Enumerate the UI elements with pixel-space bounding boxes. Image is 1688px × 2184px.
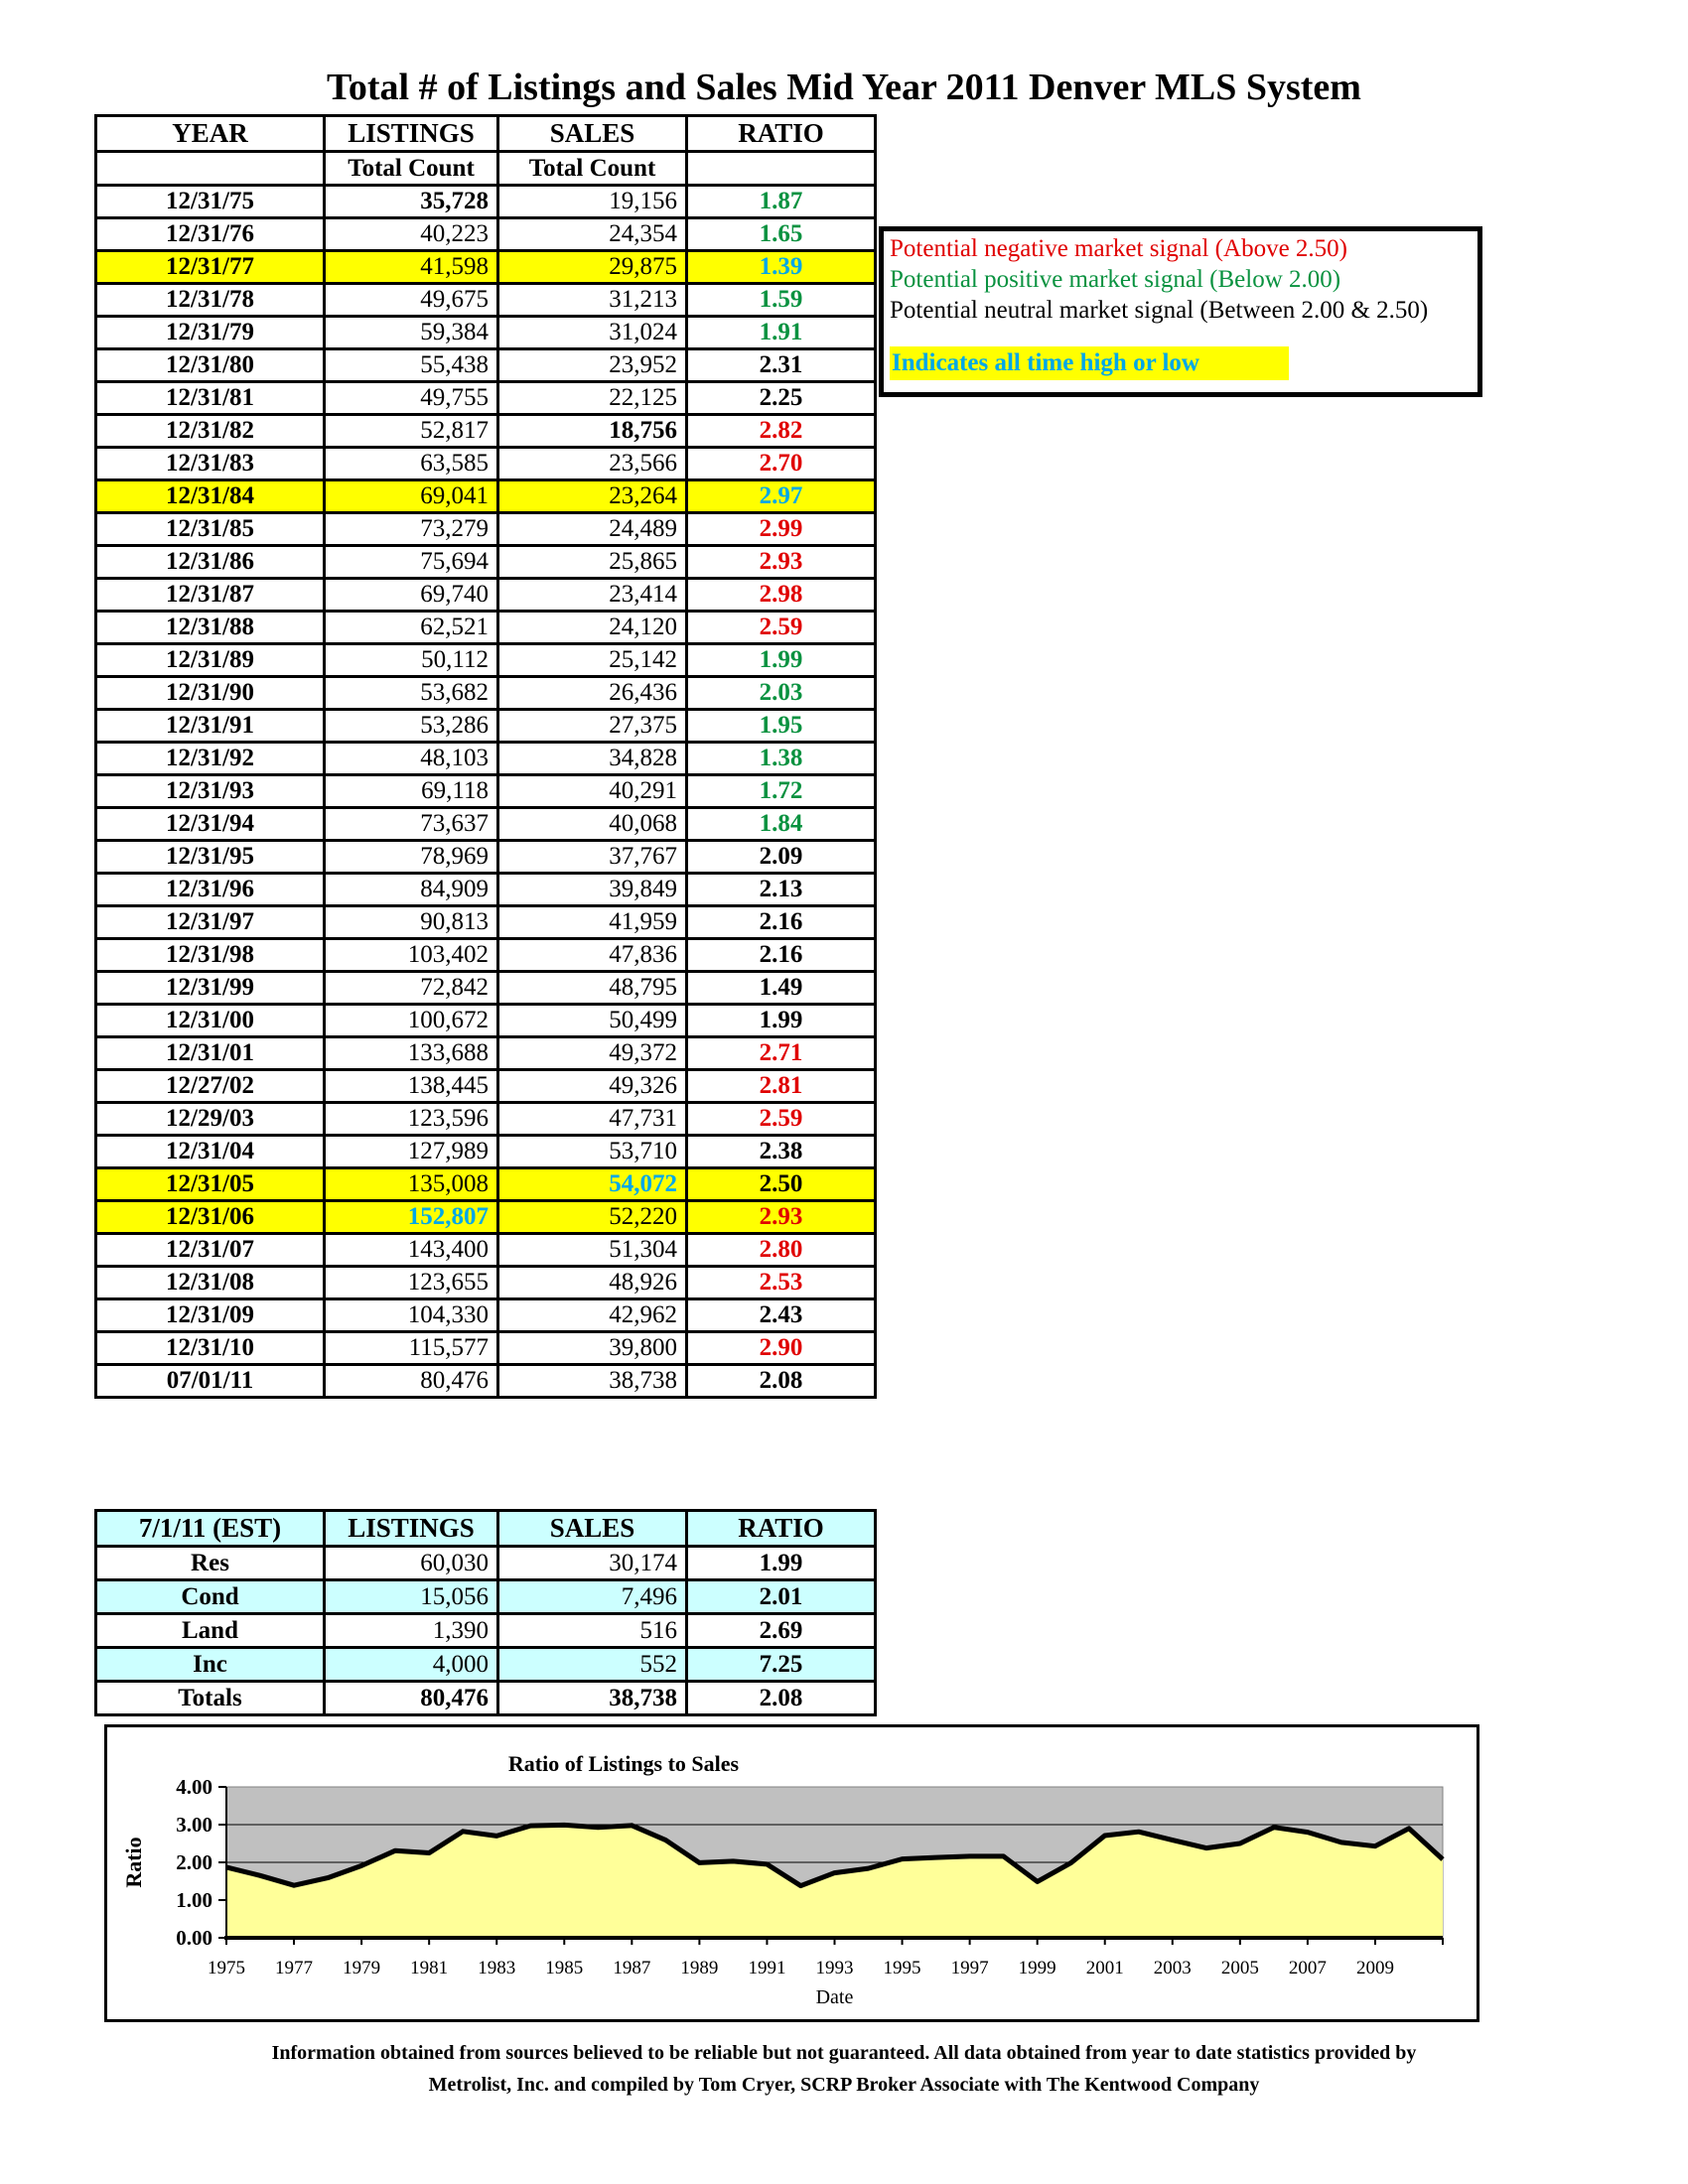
history-row (96, 1005, 876, 1037)
ratio-cell: 1.84 (687, 808, 876, 841)
year-cell: 12/31/08 (96, 1267, 325, 1299)
year-cell: 12/31/81 (96, 382, 325, 415)
x-tick-label: 1977 (275, 1958, 314, 1979)
listings-cell: 72,842 (325, 972, 498, 1005)
history-row (96, 251, 876, 284)
legend-highlight-note: Indicates all time high or low (890, 346, 1289, 380)
listings-cell: 41,598 (325, 251, 498, 284)
category-cell: Inc (96, 1648, 325, 1682)
year-cell: 12/31/79 (96, 317, 325, 349)
year-cell: 12/31/95 (96, 841, 325, 874)
col-header-year: YEAR (96, 116, 325, 152)
history-row (96, 775, 876, 808)
chart-title: Ratio of Listings to Sales (507, 1751, 740, 1776)
listings-cell: 84,909 (325, 874, 498, 906)
ratio-chart (104, 1724, 1479, 2022)
ratio-cell: 2.98 (687, 579, 876, 612)
year-cell: 12/31/93 (96, 775, 325, 808)
x-tick-label: 1985 (545, 1958, 584, 1979)
ratio-cell: 2.59 (687, 1103, 876, 1136)
listings-cell: 49,675 (325, 284, 498, 317)
history-row (96, 415, 876, 448)
history-row (96, 841, 876, 874)
sales-cell: 37,767 (498, 841, 687, 874)
listings-cell: 152,807 (325, 1201, 498, 1234)
year-cell: 12/31/76 (96, 218, 325, 251)
subheader-year-empty (96, 152, 325, 186)
ratio-cell: 1.95 (687, 710, 876, 743)
history-row (96, 480, 876, 513)
ratio-cell: 2.43 (687, 1299, 876, 1332)
sales-cell: 19,156 (498, 186, 687, 218)
history-row (96, 1267, 876, 1299)
year-cell: 12/31/75 (96, 186, 325, 218)
ratio-cell: 1.99 (687, 644, 876, 677)
history-row (96, 186, 876, 218)
subheader-sales-total-count: Total Count (498, 152, 687, 186)
sales-cell: 38,738 (498, 1365, 687, 1398)
category-cell: Land (96, 1614, 325, 1648)
listings-cell: 90,813 (325, 906, 498, 939)
listings-cell: 135,008 (325, 1168, 498, 1201)
sales-cell: 49,372 (498, 1037, 687, 1070)
history-header-row (96, 116, 876, 152)
x-tick-label: 1981 (410, 1958, 449, 1979)
sales-cell: 48,795 (498, 972, 687, 1005)
sales-cell: 26,436 (498, 677, 687, 710)
history-row (96, 906, 876, 939)
sales-cell: 29,875 (498, 251, 687, 284)
x-tick-label: 2003 (1153, 1958, 1192, 1979)
year-cell: 12/31/09 (96, 1299, 325, 1332)
legend-box (879, 226, 1482, 397)
ratio-cell: 2.99 (687, 513, 876, 546)
history-table (94, 114, 877, 1399)
sales-cell: 48,926 (498, 1267, 687, 1299)
history-row (96, 710, 876, 743)
history-row (96, 677, 876, 710)
summary-row (96, 1614, 876, 1648)
listings-cell: 115,577 (325, 1332, 498, 1365)
listings-cell: 15,056 (325, 1580, 498, 1614)
ratio-cell: 2.16 (687, 906, 876, 939)
ratio-cell: 2.09 (687, 841, 876, 874)
x-tick-label: 2005 (1220, 1958, 1259, 1979)
sales-cell: 40,068 (498, 808, 687, 841)
summary-header-row (96, 1511, 876, 1547)
sales-cell: 39,800 (498, 1332, 687, 1365)
ratio-cell: 1.99 (687, 1005, 876, 1037)
sales-cell: 50,499 (498, 1005, 687, 1037)
year-cell: 12/31/88 (96, 612, 325, 644)
listings-cell: 127,989 (325, 1136, 498, 1168)
history-row (96, 808, 876, 841)
year-cell: 12/29/03 (96, 1103, 325, 1136)
listings-cell: 4,000 (325, 1648, 498, 1682)
x-tick-label: 1997 (950, 1958, 989, 1979)
listings-cell: 138,445 (325, 1070, 498, 1103)
ratio-cell: 2.93 (687, 546, 876, 579)
ratio-cell: 2.08 (687, 1682, 876, 1715)
history-row (96, 284, 876, 317)
year-cell: 12/31/84 (96, 480, 325, 513)
year-cell: 12/31/07 (96, 1234, 325, 1267)
listings-cell: 80,476 (325, 1682, 498, 1715)
listings-cell: 50,112 (325, 644, 498, 677)
year-cell: 12/31/87 (96, 579, 325, 612)
history-row (96, 1168, 876, 1201)
summary-row (96, 1547, 876, 1580)
year-cell: 12/31/80 (96, 349, 325, 382)
history-row (96, 349, 876, 382)
footer-line-1: Information obtained from sources believed to be reliable but not guaranteed. All data obtained from year to date statistics provided by (271, 2042, 1417, 2064)
sales-cell: 41,959 (498, 906, 687, 939)
year-cell: 12/31/82 (96, 415, 325, 448)
history-row (96, 546, 876, 579)
category-cell: Cond (96, 1580, 325, 1614)
listings-cell: 53,286 (325, 710, 498, 743)
year-cell: 12/31/05 (96, 1168, 325, 1201)
x-tick-label: 1979 (343, 1958, 381, 1979)
history-row (96, 1070, 876, 1103)
sales-cell: 23,566 (498, 448, 687, 480)
listings-cell: 80,476 (325, 1365, 498, 1398)
listings-cell: 53,682 (325, 677, 498, 710)
history-row (96, 218, 876, 251)
sales-cell: 38,738 (498, 1682, 687, 1715)
ratio-cell: 2.90 (687, 1332, 876, 1365)
ratio-cell: 2.93 (687, 1201, 876, 1234)
sales-cell: 30,174 (498, 1547, 687, 1580)
sales-cell: 54,072 (498, 1168, 687, 1201)
ratio-cell: 2.13 (687, 874, 876, 906)
history-row (96, 317, 876, 349)
ratio-cell: 2.69 (687, 1614, 876, 1648)
summary-table (94, 1509, 877, 1716)
year-cell: 12/31/92 (96, 743, 325, 775)
page-title: Total # of Listings and Sales Mid Year 2011 Denver MLS System (327, 67, 1361, 108)
sales-cell: 23,264 (498, 480, 687, 513)
sales-cell: 49,326 (498, 1070, 687, 1103)
sales-cell: 552 (498, 1648, 687, 1682)
ratio-cell: 2.53 (687, 1267, 876, 1299)
year-cell: 12/31/97 (96, 906, 325, 939)
year-cell: 12/31/94 (96, 808, 325, 841)
listings-cell: 73,279 (325, 513, 498, 546)
y-tick-label: 3.00 (176, 1813, 212, 1837)
x-axis-label: Date (815, 1986, 854, 2008)
listings-cell: 123,655 (325, 1267, 498, 1299)
ratio-cell: 2.38 (687, 1136, 876, 1168)
year-cell: 12/27/02 (96, 1070, 325, 1103)
x-tick-label: 1987 (613, 1958, 651, 1979)
year-cell: 12/31/86 (96, 546, 325, 579)
x-tick-label: 1989 (680, 1958, 719, 1979)
ratio-cell: 1.38 (687, 743, 876, 775)
listings-cell: 103,402 (325, 939, 498, 972)
listings-cell: 69,118 (325, 775, 498, 808)
listings-cell: 35,728 (325, 186, 498, 218)
listings-cell: 69,740 (325, 579, 498, 612)
year-cell: 07/01/11 (96, 1365, 325, 1398)
ratio-cell: 2.25 (687, 382, 876, 415)
category-cell: Res (96, 1547, 325, 1580)
x-tick-label: 1991 (748, 1958, 786, 1979)
ratio-cell: 1.99 (687, 1547, 876, 1580)
footer-line-2: Metrolist, Inc. and compiled by Tom Cryer, SCRP Broker Associate with The Kentwood Company (428, 2074, 1260, 2096)
year-cell: 12/31/91 (96, 710, 325, 743)
footer-disclaimer (99, 2037, 1589, 2101)
y-tick-label: 1.00 (176, 1888, 212, 1912)
summary-header-ratio: RATIO (687, 1511, 876, 1547)
listings-cell: 48,103 (325, 743, 498, 775)
history-row (96, 1037, 876, 1070)
x-tick-label: 1993 (815, 1958, 854, 1979)
y-tick-label: 4.00 (176, 1775, 212, 1799)
sales-cell: 31,024 (498, 317, 687, 349)
history-row (96, 1234, 876, 1267)
ratio-cell: 2.81 (687, 1070, 876, 1103)
history-row (96, 939, 876, 972)
ratio-cell: 1.59 (687, 284, 876, 317)
history-row (96, 382, 876, 415)
listings-cell: 62,521 (325, 612, 498, 644)
year-cell: 12/31/96 (96, 874, 325, 906)
listings-cell: 104,330 (325, 1299, 498, 1332)
x-tick-label: 2001 (1085, 1958, 1124, 1979)
sales-cell: 27,375 (498, 710, 687, 743)
summary-row (96, 1682, 876, 1715)
listings-cell: 52,817 (325, 415, 498, 448)
history-row (96, 1136, 876, 1168)
sales-cell: 25,865 (498, 546, 687, 579)
ratio-cell: 1.65 (687, 218, 876, 251)
history-row (96, 644, 876, 677)
ratio-cell: 1.87 (687, 186, 876, 218)
sales-cell: 25,142 (498, 644, 687, 677)
summary-row (96, 1580, 876, 1614)
history-row (96, 579, 876, 612)
category-cell: Totals (96, 1682, 325, 1715)
sales-cell: 42,962 (498, 1299, 687, 1332)
ratio-cell: 2.59 (687, 612, 876, 644)
col-header-sales: SALES (498, 116, 687, 152)
year-cell: 12/31/10 (96, 1332, 325, 1365)
listings-cell: 143,400 (325, 1234, 498, 1267)
y-tick-label: 0.00 (176, 1926, 212, 1950)
listings-cell: 60,030 (325, 1547, 498, 1580)
listings-cell: 40,223 (325, 218, 498, 251)
ratio-cell: 2.50 (687, 1168, 876, 1201)
col-header-listings: LISTINGS (325, 116, 498, 152)
summary-header-sales: SALES (498, 1511, 687, 1547)
history-row (96, 1332, 876, 1365)
col-header-ratio: RATIO (687, 116, 876, 152)
listings-cell: 73,637 (325, 808, 498, 841)
listings-cell: 63,585 (325, 448, 498, 480)
y-tick-label: 2.00 (176, 1850, 212, 1874)
year-cell: 12/31/06 (96, 1201, 325, 1234)
x-tick-label: 2007 (1288, 1958, 1327, 1979)
subheader-listings-total-count: Total Count (325, 152, 498, 186)
year-cell: 12/31/83 (96, 448, 325, 480)
listings-cell: 78,969 (325, 841, 498, 874)
ratio-cell: 2.82 (687, 415, 876, 448)
history-row (96, 874, 876, 906)
listings-cell: 123,596 (325, 1103, 498, 1136)
listings-cell: 1,390 (325, 1614, 498, 1648)
sales-cell: 18,756 (498, 415, 687, 448)
year-cell: 12/31/04 (96, 1136, 325, 1168)
ratio-cell: 2.01 (687, 1580, 876, 1614)
year-cell: 12/31/98 (96, 939, 325, 972)
x-tick-label: 1999 (1018, 1958, 1056, 1979)
ratio-chart-svg (107, 1727, 1477, 2019)
y-axis-label: Ratio (121, 1837, 146, 1888)
ratio-cell: 2.70 (687, 448, 876, 480)
ratio-cell: 2.71 (687, 1037, 876, 1070)
legend-positive-signal: Potential positive market signal (Below 2.00) (890, 266, 1341, 293)
year-cell: 12/31/85 (96, 513, 325, 546)
listings-cell: 69,041 (325, 480, 498, 513)
summary-header-date: 7/1/11 (EST) (96, 1511, 325, 1547)
year-cell: 12/31/77 (96, 251, 325, 284)
sales-cell: 24,489 (498, 513, 687, 546)
ratio-cell: 2.97 (687, 480, 876, 513)
sales-cell: 31,213 (498, 284, 687, 317)
year-cell: 12/31/78 (96, 284, 325, 317)
sales-cell: 40,291 (498, 775, 687, 808)
ratio-cell: 7.25 (687, 1648, 876, 1682)
x-tick-label: 1995 (883, 1958, 921, 1979)
ratio-cell: 1.72 (687, 775, 876, 808)
ratio-cell: 1.49 (687, 972, 876, 1005)
history-subheader-row (96, 152, 876, 186)
subheader-ratio-empty (687, 152, 876, 186)
sales-cell: 47,836 (498, 939, 687, 972)
ratio-cell: 1.39 (687, 251, 876, 284)
history-row (96, 972, 876, 1005)
sales-cell: 34,828 (498, 743, 687, 775)
x-tick-label: 2009 (1355, 1958, 1394, 1979)
sales-cell: 47,731 (498, 1103, 687, 1136)
sales-cell: 23,414 (498, 579, 687, 612)
summary-header-listings: LISTINGS (325, 1511, 498, 1547)
summary-table-body (96, 1547, 876, 1715)
listings-cell: 49,755 (325, 382, 498, 415)
sales-cell: 53,710 (498, 1136, 687, 1168)
year-cell: 12/31/00 (96, 1005, 325, 1037)
listings-cell: 100,672 (325, 1005, 498, 1037)
sales-cell: 39,849 (498, 874, 687, 906)
ratio-cell: 2.08 (687, 1365, 876, 1398)
summary-row (96, 1648, 876, 1682)
history-row (96, 1299, 876, 1332)
sales-cell: 51,304 (498, 1234, 687, 1267)
sales-cell: 516 (498, 1614, 687, 1648)
year-cell: 12/31/99 (96, 972, 325, 1005)
sales-cell: 52,220 (498, 1201, 687, 1234)
history-row (96, 1103, 876, 1136)
history-row (96, 612, 876, 644)
sales-cell: 22,125 (498, 382, 687, 415)
x-tick-label: 1983 (478, 1958, 516, 1979)
ratio-cell: 2.31 (687, 349, 876, 382)
history-row (96, 1365, 876, 1398)
x-tick-label: 1975 (208, 1958, 245, 1979)
year-cell: 12/31/89 (96, 644, 325, 677)
history-row (96, 743, 876, 775)
listings-cell: 75,694 (325, 546, 498, 579)
sales-cell: 24,120 (498, 612, 687, 644)
listings-cell: 133,688 (325, 1037, 498, 1070)
sales-cell: 24,354 (498, 218, 687, 251)
listings-cell: 55,438 (325, 349, 498, 382)
year-cell: 12/31/01 (96, 1037, 325, 1070)
year-cell: 12/31/90 (96, 677, 325, 710)
sales-cell: 7,496 (498, 1580, 687, 1614)
history-row (96, 448, 876, 480)
ratio-cell: 1.91 (687, 317, 876, 349)
ratio-cell: 2.80 (687, 1234, 876, 1267)
legend-negative-signal: Potential negative market signal (Above 2.50) (890, 235, 1347, 262)
listings-cell: 59,384 (325, 317, 498, 349)
history-row (96, 513, 876, 546)
sales-cell: 23,952 (498, 349, 687, 382)
history-row (96, 1201, 876, 1234)
ratio-cell: 2.16 (687, 939, 876, 972)
history-table-body (96, 186, 876, 1398)
legend-neutral-signal: Potential neutral market signal (Between 2.00 & 2.50) (890, 297, 1429, 324)
ratio-cell: 2.03 (687, 677, 876, 710)
